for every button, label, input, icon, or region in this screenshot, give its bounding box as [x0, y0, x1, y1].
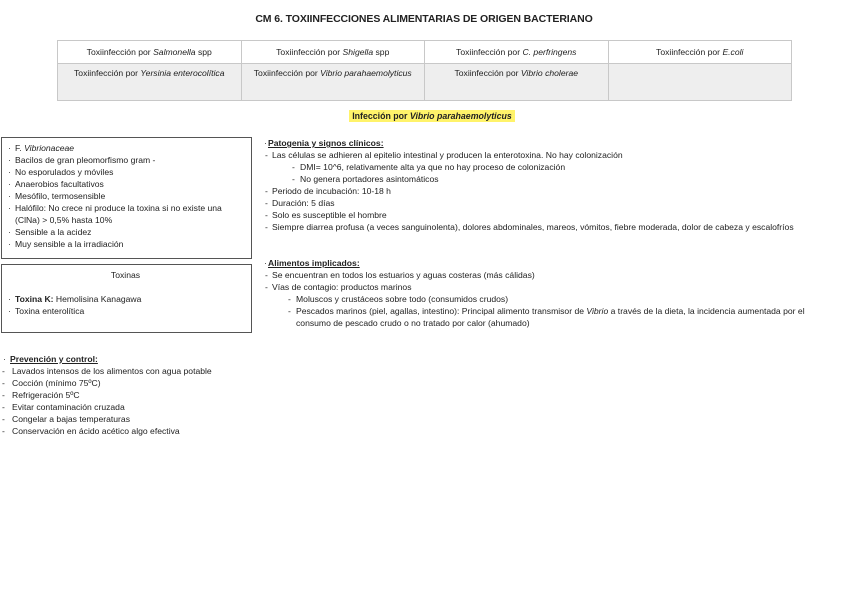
list-item: - Conservación en ácido acético algo efectiva: [1, 425, 271, 437]
list-item: - DMI= 10^6, relativamente alta ya que no hay proceso de colonización: [264, 161, 839, 173]
pathogenesis-section: [264, 137, 839, 233]
page-title: CM 6. TOXIINFECCIONES ALIMENTARIAS DE ORIGEN BACTERIANO: [255, 13, 593, 25]
toxins-heading: Toxinas: [110, 270, 141, 280]
nav-empty-cell: [608, 64, 792, 101]
toxins-box: [1, 264, 252, 333]
nav-link-c-perfringens[interactable]: Toxiinfección por C. perfringens: [425, 41, 609, 64]
foods-heading: · Alimentos implicados:: [264, 258, 360, 268]
nav-link-vibrio-cholerae[interactable]: Toxiinfección por Vibrio cholerae: [425, 64, 609, 101]
list-item: - Lavados intensos de los alimentos con agua potable: [1, 365, 271, 377]
section-title: [0, 110, 848, 122]
list-item: · Sensible a la acidez: [6, 226, 245, 238]
section-title-highlight: Infección por Vibrio parahaemolyticus: [349, 110, 515, 122]
list-item: · Anaerobios facultativos: [6, 178, 245, 190]
prevention-section: [1, 353, 271, 437]
list-item: · Muy sensible a la irradiación: [6, 238, 245, 250]
list-item: · Toxina enterolítica: [6, 305, 245, 317]
nav-link-shigella[interactable]: Toxiinfección por Shigella spp: [241, 41, 425, 64]
pathogenesis-heading: · Patogenia y signos clínicos:: [264, 138, 384, 148]
list-item: - No genera portadores asintomáticos: [264, 173, 839, 185]
list-item: - Periodo de incubación: 10-18 h: [264, 185, 839, 197]
foods-section: [264, 257, 824, 329]
list-item: - Duración: 5 días: [264, 197, 839, 209]
list-item: · Bacilos de gran pleomorfismo gram -: [6, 154, 245, 166]
nav-link-vibrio-parahaemolyticus[interactable]: Toxiinfección por Vibrio parahaemolyticus: [241, 64, 425, 101]
list-item: - Congelar a bajas temperaturas: [1, 413, 271, 425]
list-item: - Vías de contagio: productos marinos: [264, 281, 824, 293]
list-item: · Mesófilo, termosensible: [6, 190, 245, 202]
list-item: · Halófilo: No crece ni produce la toxina si no existe una (ClNa) > 0,5% hasta 10%: [6, 202, 245, 226]
characteristics-box: [1, 137, 252, 259]
list-item: - Refrigeración 5ºC: [1, 389, 271, 401]
list-item: · No esporulados y móviles: [6, 166, 245, 178]
nav-link-salmonella[interactable]: Toxiinfección por Salmonella spp: [58, 41, 242, 64]
list-item: - Moluscos y crustáceos sobre todo (consumidos crudos): [264, 293, 824, 305]
list-item: · F. Vibrionaceae: [6, 142, 245, 154]
list-item: - Las células se adhieren al epitelio intestinal y producen la enterotoxina. No hay colonización: [264, 149, 839, 161]
list-item: - Evitar contaminación cruzada: [1, 401, 271, 413]
topic-navigation-table: [57, 40, 792, 101]
list-item: - Se encuentran en todos los estuarios y aguas costeras (más cálidas): [264, 269, 824, 281]
list-item: - Solo es susceptible el hombre: [264, 209, 839, 221]
nav-link-yersinia[interactable]: Toxiinfección por Yersinia enterocolítica: [58, 64, 242, 101]
list-item: - Cocción (mínimo 75ºC): [1, 377, 271, 389]
list-item: - Siempre diarrea profusa (a veces sanguinolenta), dolores abdominales, mareos, vómitos, fiebre moderada, dolor de cabeza y escalofríos: [264, 221, 839, 233]
prevention-heading: · Prevención y control:: [3, 354, 98, 364]
list-item: - Pescados marinos (piel, agallas, intestino): Principal alimento transmisor de Vibrio a través de la dieta, la incidencia aumentada por el consumo de pescado crudo o no tratado por calor (ahumado): [264, 305, 824, 329]
list-item: · Toxina K: Hemolisina Kanagawa: [6, 293, 245, 305]
nav-link-e-coli[interactable]: Toxiinfección por E.coli: [608, 41, 792, 64]
